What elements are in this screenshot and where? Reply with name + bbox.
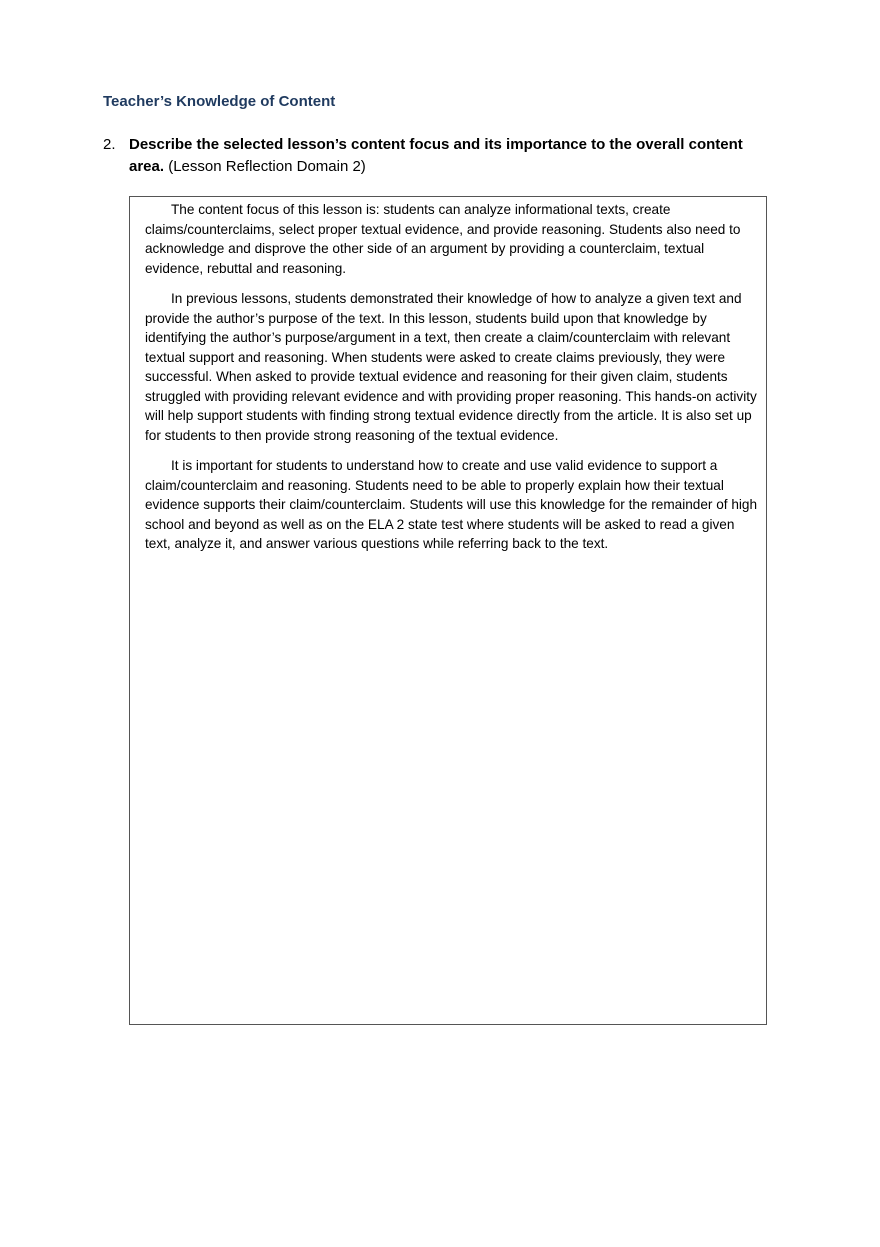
- question-prompt: [103, 134, 763, 178]
- question-text: [129, 134, 763, 178]
- question-bold-text: Describe the selected lesson’s content focus and its importance to the overall content area.: [129, 136, 743, 175]
- question-domain-note: (Lesson Reflection Domain 2): [164, 158, 366, 175]
- response-paragraph: It is important for students to understand how to create and use valid evidence to support a claim/counterclaim and reasoning. Students need to be able to properly explain how their textual evidence supports their claim/counterclaim. Students will use this knowledge for the remainder of high school and beyond as well as on the ELA 2 state test where students will be asked to read a given text, analyze it, and answer various questions while referring back to the text.: [145, 458, 758, 551]
- response-paragraph: In previous lessons, students demonstrated their knowledge of how to analyze a given text and provide the author’s purpose of the text. In this lesson, students build upon that knowledge by identifying the author’s purpose/argument in a text, then create a claim/counterclaim with relevant textual support and reasoning. When students were asked to create claims previously, they were successful. When asked to provide textual evidence and reasoning for their given claim, students struggled with providing relevant evidence and with providing proper reasoning. This hands-on activity will help support students with finding strong textual evidence directly from the article. It is also set up for students to then provide strong reasoning of the textual evidence.: [145, 291, 757, 443]
- section-title: Teacher’s Knowledge of Content: [103, 93, 336, 110]
- response-box: [129, 196, 767, 1025]
- response-paragraph: The content focus of this lesson is: students can analyze informational texts, create claims/counterclaims, select proper textual evidence, and provide reasoning. Students also need to acknowledge and disprove the other side of an argument by providing a counterclaim, textual evidence, rebuttal and reasoning.: [145, 202, 741, 276]
- question-number: 2.: [103, 136, 116, 153]
